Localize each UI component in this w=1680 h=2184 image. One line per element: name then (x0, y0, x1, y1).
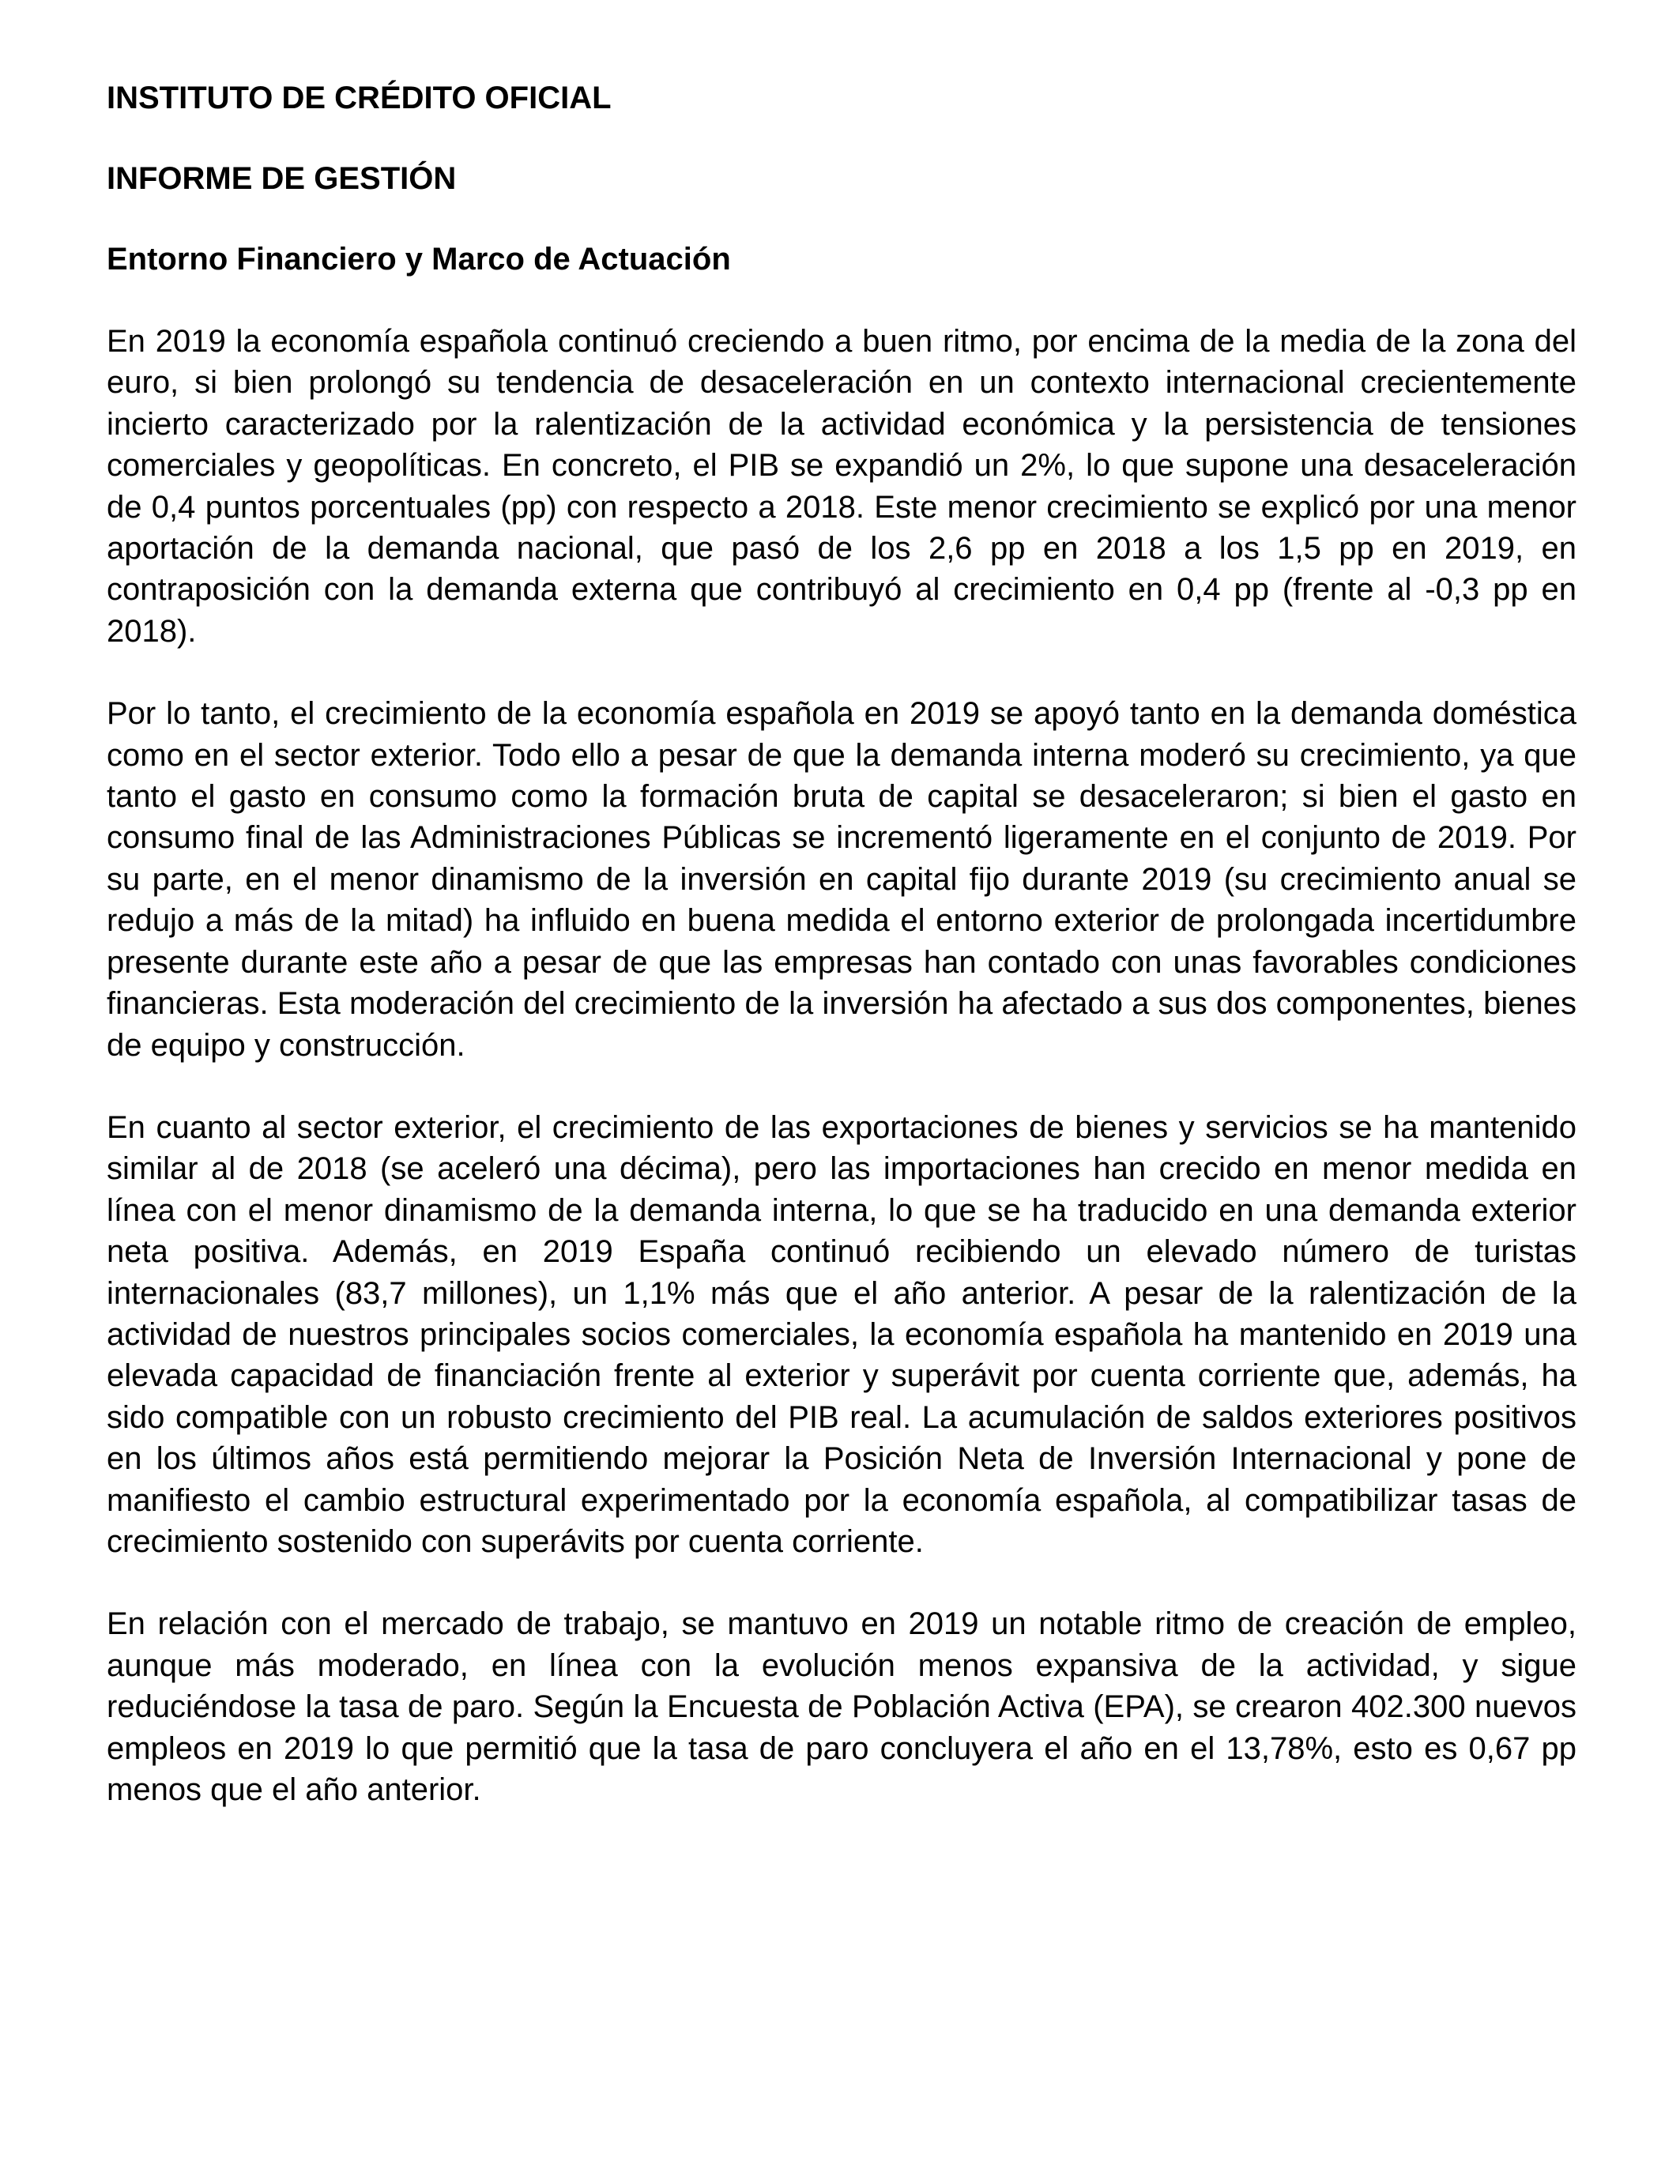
document-page (107, 79, 1576, 1810)
section-title: Entorno Financiero y Marco de Actuación (107, 242, 731, 277)
paragraph-labour-market: En relación con el mercado de trabajo, se mantuvo en 2019 un notable ritmo de creación de empleo, aunque más moderado, en línea con la evolución menos expansiva de la actividad, y sigue reduciéndose la tasa de paro. Según la Encuesta de Población Activa (EPA), se crearon 402.300 nuevos empleos en 2019 lo que permitió que la tasa de paro concluyera el año en el 13,78%, esto es 0,67 pp menos que el año anterior. (107, 1606, 1576, 1807)
paragraph-domestic-demand: Por lo tanto, el crecimiento de la economía española en 2019 se apoyó tanto en la demanda doméstica como en el sector exterior. Todo ello a pesar de que la demanda interna moderó su crecimiento, ya que tanto el gasto en consumo como la formación bruta de capital se desaceleraron; si bien el gasto en consumo final de las Administraciones Públicas se incrementó ligeramente en el conjunto de 2019. Por su parte, en el menor dinamismo de la inversión en capital fijo durante 2019 (su crecimiento anual se redujo a más de la mitad) ha influido en buena medida el entorno exterior de prolongada incertidumbre presente durante este año a pesar de que las empresas han contado con unas favorables condiciones financieras. Esta moderación del crecimiento de la inversión ha afectado a sus dos componentes, bienes de equipo y construcción. (107, 696, 1576, 1063)
institution-title: INSTITUTO DE CRÉDITO OFICIAL (107, 81, 612, 115)
report-title: INFORME DE GESTIÓN (107, 161, 457, 196)
paragraph-external-sector: En cuanto al sector exterior, el crecimiento de las exportaciones de bienes y servicios se ha mantenido similar al de 2018 (se aceleró una décima), pero las importaciones han crecido en menor medida en línea con el menor dinamismo de la demanda interna, lo que se ha traducido en una demanda exterior neta positiva. Además, en 2019 España continuó recibiendo un elevado número de turistas internacionales (83,7 millones), un 1,1% más que el año anterior. A pesar de la ralentización de la actividad de nuestros principales socios comerciales, la economía española ha mantenido en 2019 una elevada capacidad de financiación frente al exterior y superávit por cuenta corriente que, además, ha sido compatible con un robusto crecimiento del PIB real. La acumulación de saldos exteriores positivos en los últimos años está permitiendo mejorar la Posición Neta de Inversión Internacional y pone de manifiesto el cambio estructural experimentado por la economía española, al compatibilizar tasas de crecimiento sostenido con superávits por cuenta corriente. (107, 1109, 1576, 1559)
paragraph-economy-overview: En 2019 la economía española continuó creciendo a buen ritmo, por encima de la media de la zona del euro, si bien prolongó su tendencia de desaceleración en un contexto internacional crecientemente incierto caracterizado por la ralentización de la actividad económica y la persistencia de tensiones comerciales y geopolíticas. En concreto, el PIB se expandió un 2%, lo que supone una desaceleración de 0,4 puntos porcentuales (pp) con respecto a 2018. Este menor crecimiento se explicó por una menor aportación de la demanda nacional, que pasó de los 2,6 pp en 2018 a los 1,5 pp en 2019, en contraposición con la demanda externa que contribuyó al crecimiento en 0,4 pp (frente al -0,3 pp en 2018). (107, 324, 1576, 649)
